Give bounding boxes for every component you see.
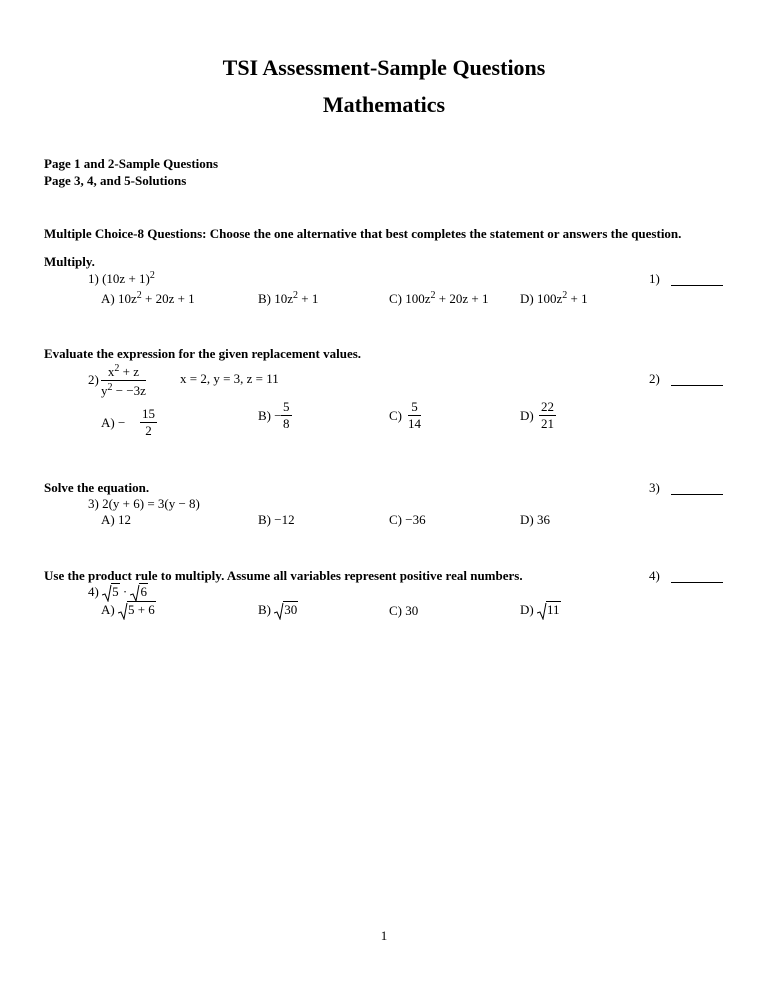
q2-option-a-label: A) − bbox=[101, 415, 126, 430]
q2-heading: Evaluate the expression for the given replacement values. bbox=[44, 346, 362, 361]
q3-option-c: C) −36 bbox=[389, 512, 426, 527]
q1-option-c: C) $100z^2 + 20z + 1$ bbox=[389, 290, 489, 306]
q1-option-b: B) $10z^2 + 1$ bbox=[258, 290, 319, 306]
q2-answer-blank[interactable] bbox=[671, 385, 723, 386]
q4-option-d: D) 11 bbox=[520, 602, 560, 617]
q2-option-b-fraction: $\frac{5}{8}$ bbox=[283, 399, 290, 431]
q3-option-d: D) 36 bbox=[520, 512, 550, 527]
q4-option-a: A) 5 + 6 bbox=[101, 602, 155, 617]
sqrt-sign-icon: 11 bbox=[537, 602, 561, 618]
q3-question: 3) 2(y + 6) = 3(y − 8) bbox=[88, 496, 200, 511]
sqrt-sign-icon: 30 bbox=[274, 602, 298, 618]
q2-option-c-fraction: $\frac{5}{14}$ bbox=[408, 399, 421, 431]
q2-option-b-label: B) − bbox=[258, 408, 282, 423]
q2-values: x = 2, y = 3, z = 11 bbox=[180, 371, 279, 386]
q1-answer-blank[interactable] bbox=[671, 285, 723, 286]
q3-option-a: A) 12 bbox=[101, 512, 131, 527]
sqrt-sign-icon: 5 + 6 bbox=[118, 602, 156, 618]
q4-option-c: C) 30 bbox=[389, 603, 419, 618]
q1-answer-label: 1) bbox=[649, 271, 660, 286]
q4-option-b: B) 30 bbox=[258, 602, 298, 617]
q2-answer-label: 2) bbox=[649, 371, 660, 386]
q3-answer-label: 3) bbox=[649, 480, 660, 495]
q2-option-a-fraction: $\frac{15}{2}$ bbox=[142, 406, 155, 438]
q1-heading: Multiply. bbox=[44, 254, 95, 269]
q4-answer-blank[interactable] bbox=[671, 582, 723, 583]
page-number: 1 bbox=[380, 928, 388, 943]
q2-option-c-label: C) bbox=[389, 408, 402, 423]
sqrt-sign-icon: 5 bbox=[102, 584, 120, 600]
q4-question: 4) 5 · 6 bbox=[88, 584, 147, 599]
q2-option-d-fraction: $\frac{22}{21}$ bbox=[541, 399, 554, 431]
q2-expression: $\frac{x^2 + z}{y^2 - -3z}$ bbox=[101, 363, 146, 398]
instructions: Multiple Choice-8 Questions: Choose the one alternative that best completes the statement or answers the question. bbox=[44, 226, 682, 241]
pages-info-line-1: Page 1 and 2-Sample Questions bbox=[44, 156, 219, 171]
q1-option-a: A) $10z^2 + 20z + 1$ bbox=[101, 290, 195, 306]
q3-heading: Solve the equation. bbox=[44, 480, 150, 495]
pages-info-line-2: Page 3, 4, and 5-Solutions bbox=[44, 173, 187, 188]
document-subtitle: Mathematics bbox=[322, 92, 446, 117]
q4-answer-label: 4) bbox=[649, 568, 660, 583]
q3-option-b: B) −12 bbox=[258, 512, 295, 527]
sqrt-sign-icon: 6 bbox=[130, 584, 148, 600]
q1-option-d: D) $100z^2 + 1$ bbox=[520, 290, 588, 306]
document-title: TSI Assessment-Sample Questions bbox=[222, 55, 546, 80]
q4-heading: Use the product rule to multiply. Assume all variables represent positive real numbers. bbox=[44, 568, 523, 583]
q2-number: 2) bbox=[88, 372, 99, 387]
q3-answer-blank[interactable] bbox=[671, 494, 723, 495]
q2-option-d-label: D) bbox=[520, 408, 534, 423]
q1-question: 1) $(10z + 1)^2$ bbox=[88, 270, 155, 286]
